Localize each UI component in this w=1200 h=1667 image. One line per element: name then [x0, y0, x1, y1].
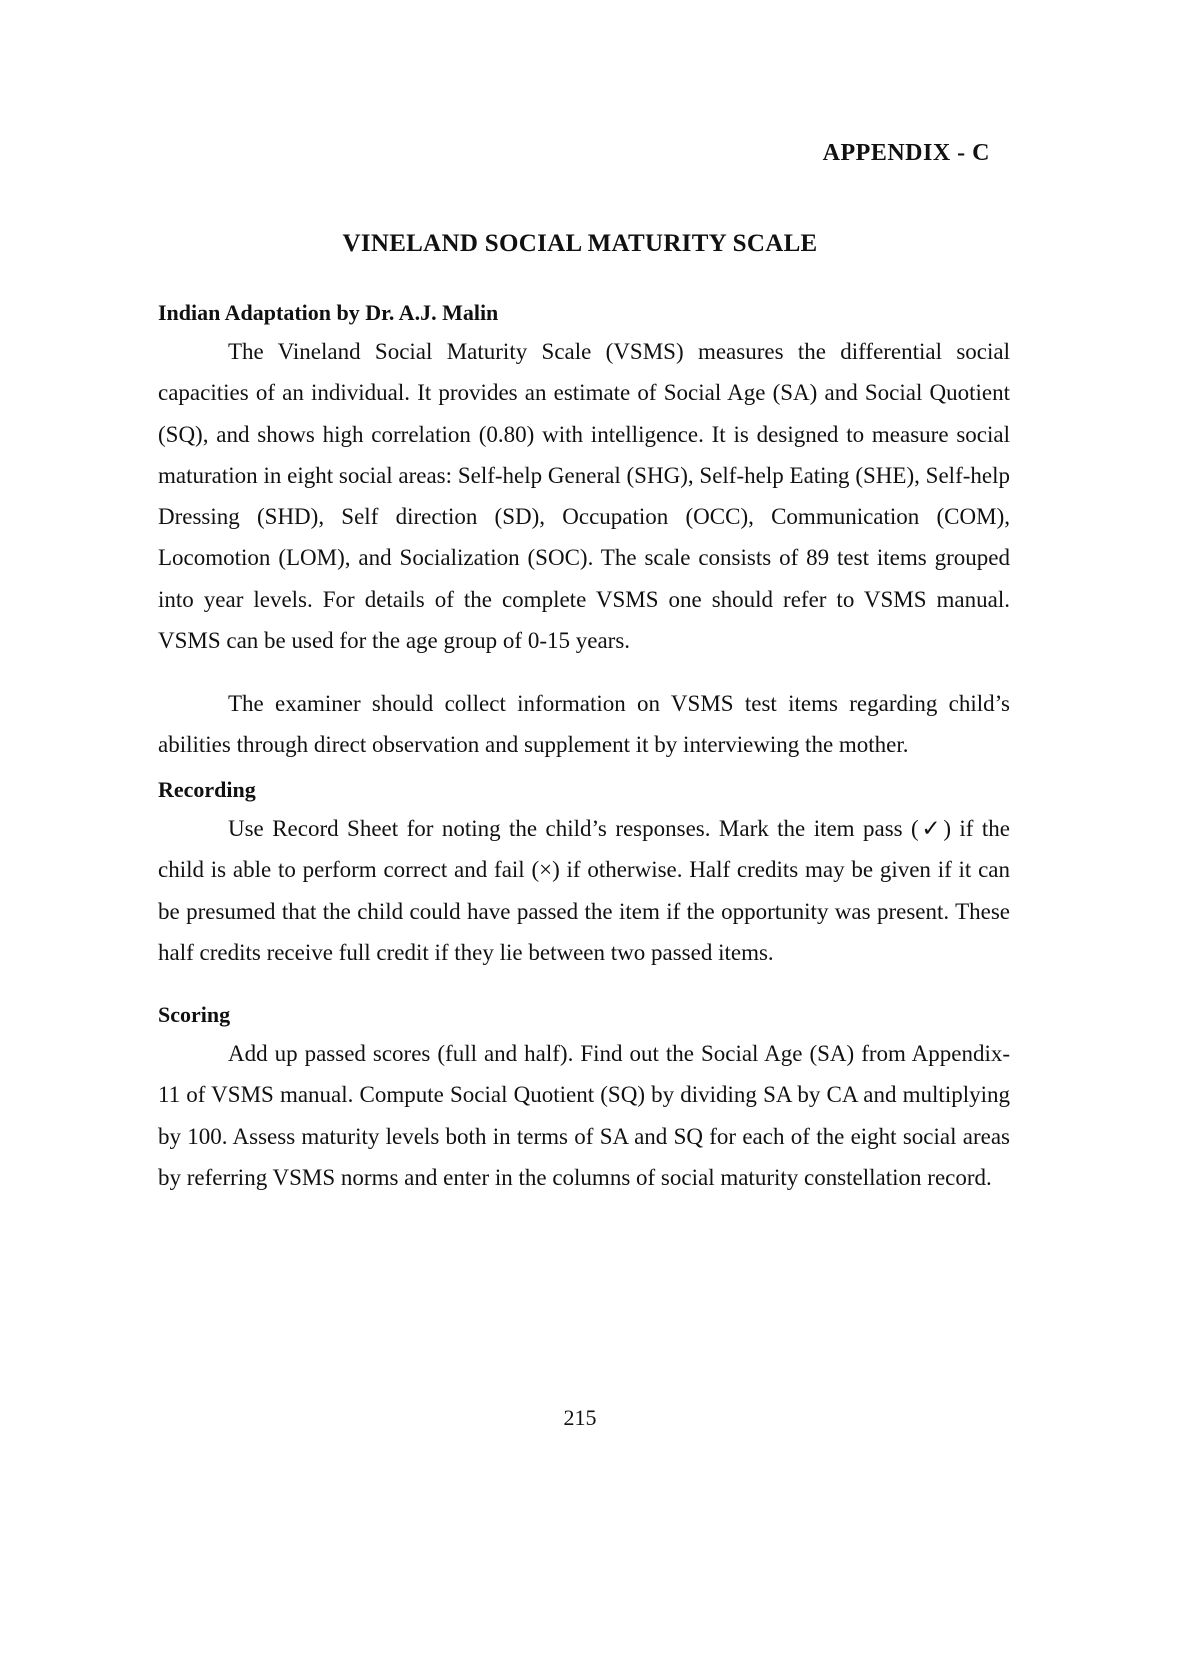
- section-examiner: [158, 683, 1010, 766]
- paragraph-recording: Use Record Sheet for noting the child’s responses. Mark the item pass (✓) if the child is able to perform correct and fail (×) if otherwise. Half credits may be given if it can be presumed that the child could have passed the item if the opportunity was present. These half credits receive full credit if they lie between two passed items.: [158, 816, 1010, 965]
- page-title: VINELAND SOCIAL MATURITY SCALE: [342, 230, 818, 257]
- appendix-label: APPENDIX - C: [822, 140, 990, 166]
- section-heading-recording: Recording: [158, 777, 256, 802]
- section-heading-adaptation: Indian Adaptation by Dr. A.J. Malin: [158, 300, 499, 325]
- section-scoring: [158, 1000, 1010, 1198]
- paragraph-vsms-description: The Vineland Social Maturity Scale (VSMS) measures the differential social capacities of an individual. It provides an estimate of Social Age (SA) and Social Quotient (SQ), and shows high correlation (0.80) with intelligence. It is designed to measure social maturation in eight social areas: Self-help General (SHG), Self-help Eating (SHE), Self-help Dressing (SHD), Self direction (SD), Occupation (OCC), Communication (COM), Locomotion (LOM), and Socialization (SOC). The scale consists of 89 test items grouped into year levels. For details of the complete VSMS one should refer to VSMS manual. VSMS can be used for the age group of 0-15 years.: [158, 339, 1010, 654]
- paragraph-examiner: The examiner should collect information on VSMS test items regarding child’s abilities through direct observation and supplement it by interviewing the mother.: [158, 691, 1010, 758]
- paragraph-scoring: Add up passed scores (full and half). Find out the Social Age (SA) from Appendix-11 of VSMS manual. Compute Social Quotient (SQ) by dividing SA by CA and multiplying by 100. Assess maturity levels both in terms of SA and SQ for each of the eight social areas by referring VSMS norms and enter in the columns of social maturity constellation record.: [158, 1041, 1010, 1190]
- section-heading-scoring: Scoring: [158, 1002, 231, 1027]
- section-adaptation: [158, 298, 1010, 661]
- page-number: 215: [563, 1405, 597, 1430]
- section-recording: [158, 775, 1010, 973]
